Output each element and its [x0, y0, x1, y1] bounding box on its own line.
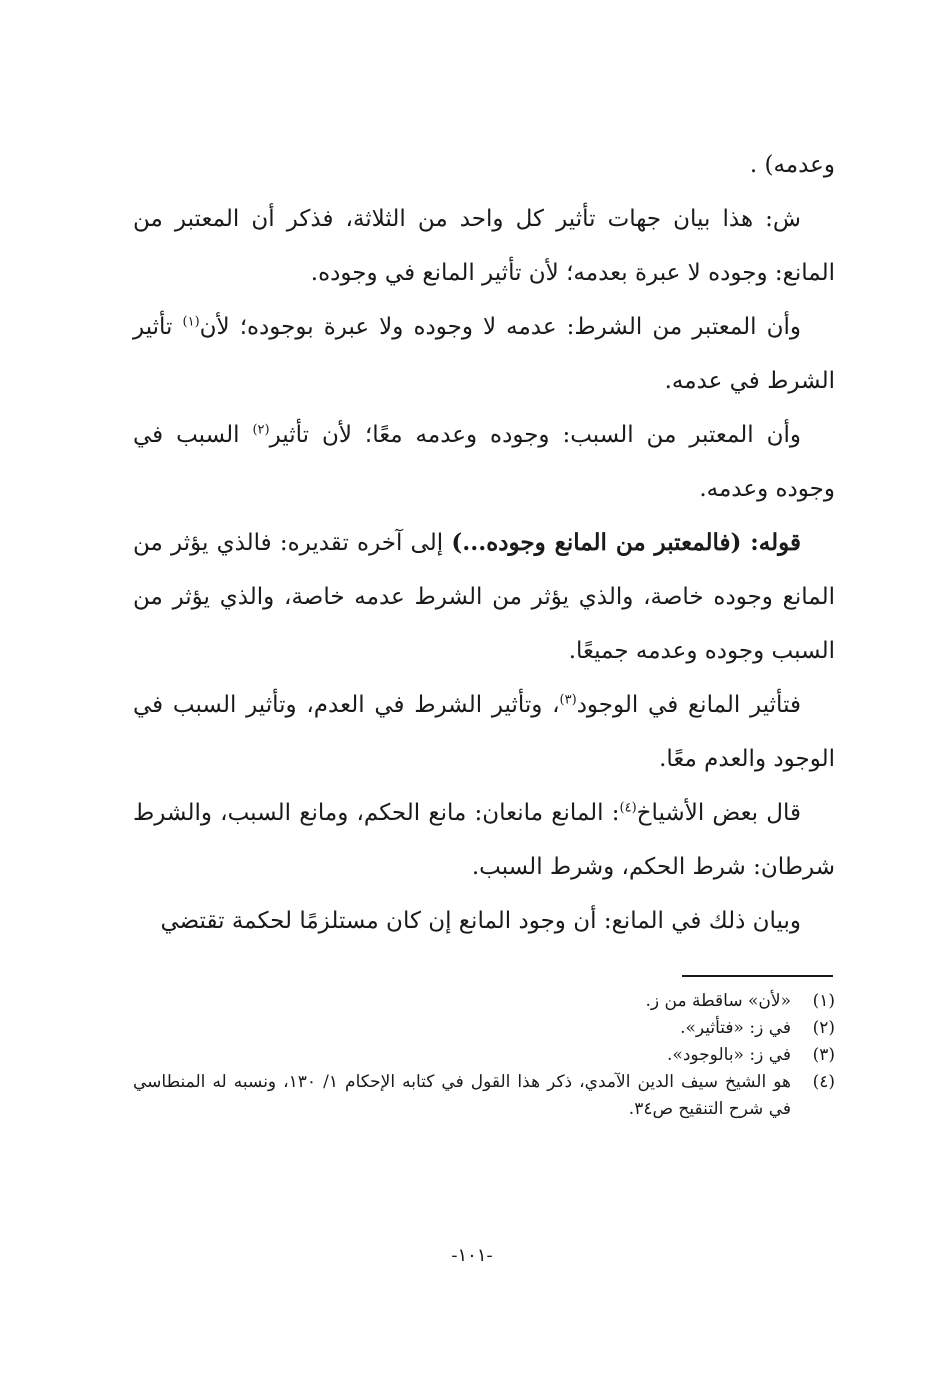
paragraph-text: وعدمه) .	[749, 152, 835, 178]
footnote-number: (٤)	[812, 1072, 835, 1092]
paragraph-statement	[133, 894, 835, 948]
footnote-text: في ز: «فتأثير».	[680, 1018, 791, 1038]
footnote-text: هو الشيخ سيف الدين الآمدي، ذكر هذا القول في كتابه الإحكام ١/ ١٣٠، ونسبه له المنطاسي في شرح التنقيح ص٣٤.	[133, 1072, 791, 1119]
paragraph-condition	[133, 300, 835, 408]
paragraph-text: إلى آخره تقديره: فالذي يؤثر من المانع وجوده خاصة، والذي يؤثر من الشرط عدمه خاصة، والذي يؤثر من السبب وجوده وعدمه جميعًا.	[133, 530, 835, 664]
paragraph-explanation	[133, 192, 835, 300]
footnote-item	[133, 988, 835, 1015]
paragraph-sheikhs	[133, 786, 835, 894]
paragraph-text: قال بعض الأشياخ	[636, 800, 801, 826]
paragraph-text: فتأثير المانع في الوجود	[576, 692, 801, 718]
paragraph-text: السبب في وجوده وعدمه.	[133, 422, 835, 502]
footnote-ref-1: (١)	[182, 314, 200, 330]
footnote-ref-4: (٤)	[619, 800, 637, 816]
footnote-number: (١)	[812, 991, 835, 1011]
footnote-text: في ز: «بالوجود».	[667, 1045, 791, 1065]
footnote-item	[133, 1015, 835, 1042]
footnote-item	[133, 1042, 835, 1069]
paragraph-text: تأثير الشرط في عدمه.	[133, 314, 835, 394]
paragraph-text: : المانع مانعان: مانع الحكم، ومانع السبب، والشرط شرطان: شرط الحكم، وشرط السبب.	[133, 800, 835, 880]
footnote-number: (٣)	[812, 1045, 835, 1065]
page-number: -١٠١-	[451, 1245, 493, 1266]
paragraph-quote	[133, 516, 835, 678]
paragraph-effect	[133, 678, 835, 786]
footnote-number: (٢)	[812, 1018, 835, 1038]
main-text	[133, 138, 835, 948]
paragraph-text: وبيان ذلك في المانع: أن وجود المانع إن كان مستلزمًا لحكمة تقتضي	[160, 908, 801, 934]
footnote-ref-2: (٢)	[252, 422, 270, 438]
paragraph-text: وأن المعتبر من الشرط: عدمه لا وجوده ولا عبرة بوجوده؛ لأن	[199, 314, 801, 340]
paragraph-cause	[133, 408, 835, 516]
footnote-ref-3: (٣)	[559, 692, 577, 708]
footnote-separator	[682, 975, 833, 977]
footnote-text: «لأن» ساقطة من ز.	[645, 991, 791, 1011]
quote-label: قوله:	[741, 529, 801, 556]
footnote-item	[133, 1069, 835, 1123]
paragraph-text: ش: هذا بيان جهات تأثير كل واحد من الثلاثة، فذكر أن المعتبر من المانع: وجوده لا عبرة بعدمه؛ لأن تأثير المانع في وجوده.	[133, 206, 835, 286]
footnotes	[133, 988, 835, 1123]
paragraph-text: ، وتأثير الشرط في العدم، وتأثير السبب في الوجود والعدم معًا.	[133, 692, 835, 772]
quoted-text: (فالمعتبر من المانع وجوده...)	[451, 529, 742, 556]
paragraph-continuation	[133, 138, 835, 192]
paragraph-text: وأن المعتبر من السبب: وجوده وعدمه معًا؛ لأن تأثير	[269, 422, 801, 448]
